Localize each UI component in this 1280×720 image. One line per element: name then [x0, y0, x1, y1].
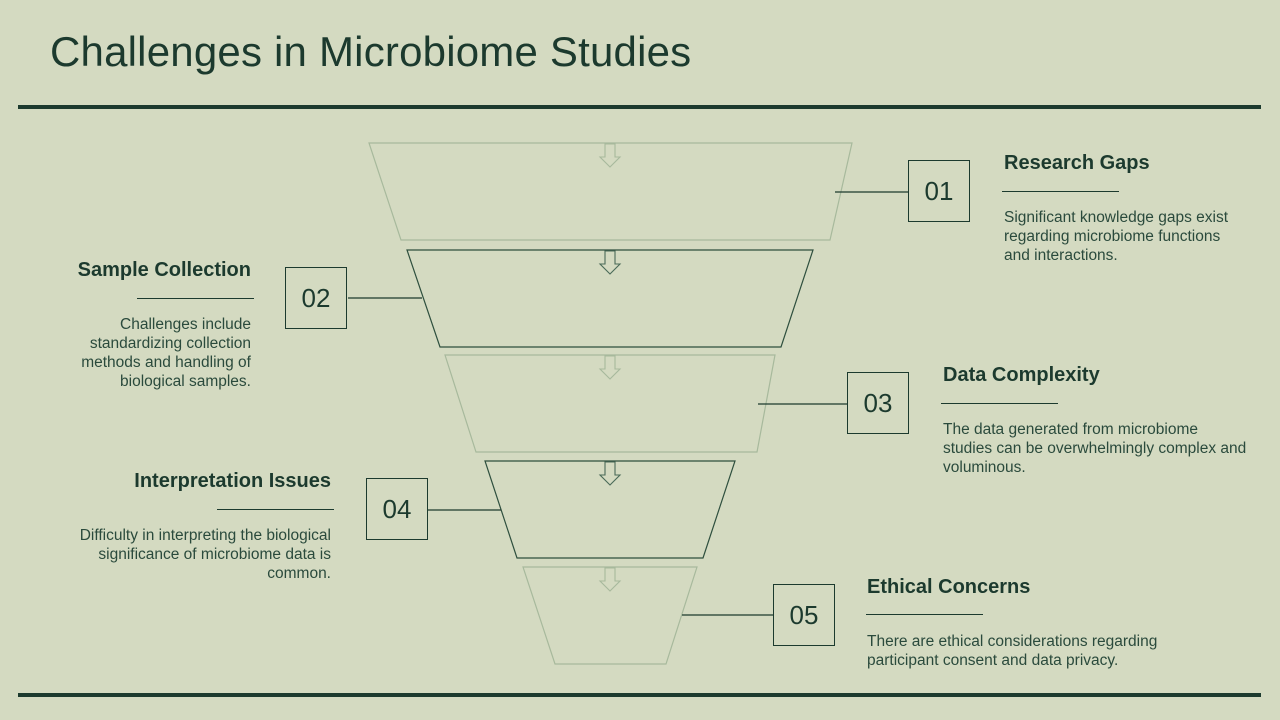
number-box-04: 04	[366, 478, 428, 540]
funnel-segment-2	[407, 250, 813, 347]
down-arrow-icon	[600, 251, 620, 274]
heading-interpretation-issues: Interpretation Issues	[134, 470, 331, 492]
down-arrow-icon	[600, 568, 620, 591]
description-sample-collection: Challenges include standardizing collection methods and handling of biological samples.	[81, 316, 251, 390]
down-arrow-icon	[600, 144, 620, 167]
heading-underline	[941, 403, 1058, 404]
description-interpretation-issues: Difficulty in interpreting the biological significance of microbiome data is common.	[79, 527, 331, 582]
heading-underline	[866, 614, 983, 615]
page-title: Challenges in Microbiome Studies	[50, 28, 692, 75]
heading-data-complexity: Data Complexity	[943, 364, 1100, 386]
heading-underline	[137, 298, 254, 299]
description-data-complexity: The data generated from microbiome studies can be overwhelmingly complex and voluminous.	[943, 421, 1247, 476]
funnel-segment-5	[523, 567, 697, 664]
heading-sample-collection: Sample Collection	[77, 259, 251, 281]
funnel-segment-3	[445, 355, 775, 452]
heading-ethical-concerns: Ethical Concerns	[867, 576, 1031, 598]
description-research-gaps: Significant knowledge gaps exist regarding microbiome functions and interactions.	[1004, 209, 1229, 264]
funnel-segment-4	[485, 461, 735, 558]
down-arrow-icon	[600, 462, 620, 485]
number-box-05: 05	[773, 584, 835, 646]
down-arrow-icon	[600, 356, 620, 379]
funnel-segment-1	[369, 143, 852, 240]
heading-underline	[1002, 191, 1119, 192]
number-box-01: 01	[908, 160, 970, 222]
number-box-02: 02	[285, 267, 347, 329]
number-box-03: 03	[847, 372, 909, 434]
description-ethical-concerns: There are ethical considerations regarding participant consent and data privacy.	[867, 633, 1158, 669]
heading-research-gaps: Research Gaps	[1004, 152, 1150, 174]
heading-underline	[217, 509, 334, 510]
bottom-divider	[18, 693, 1261, 697]
